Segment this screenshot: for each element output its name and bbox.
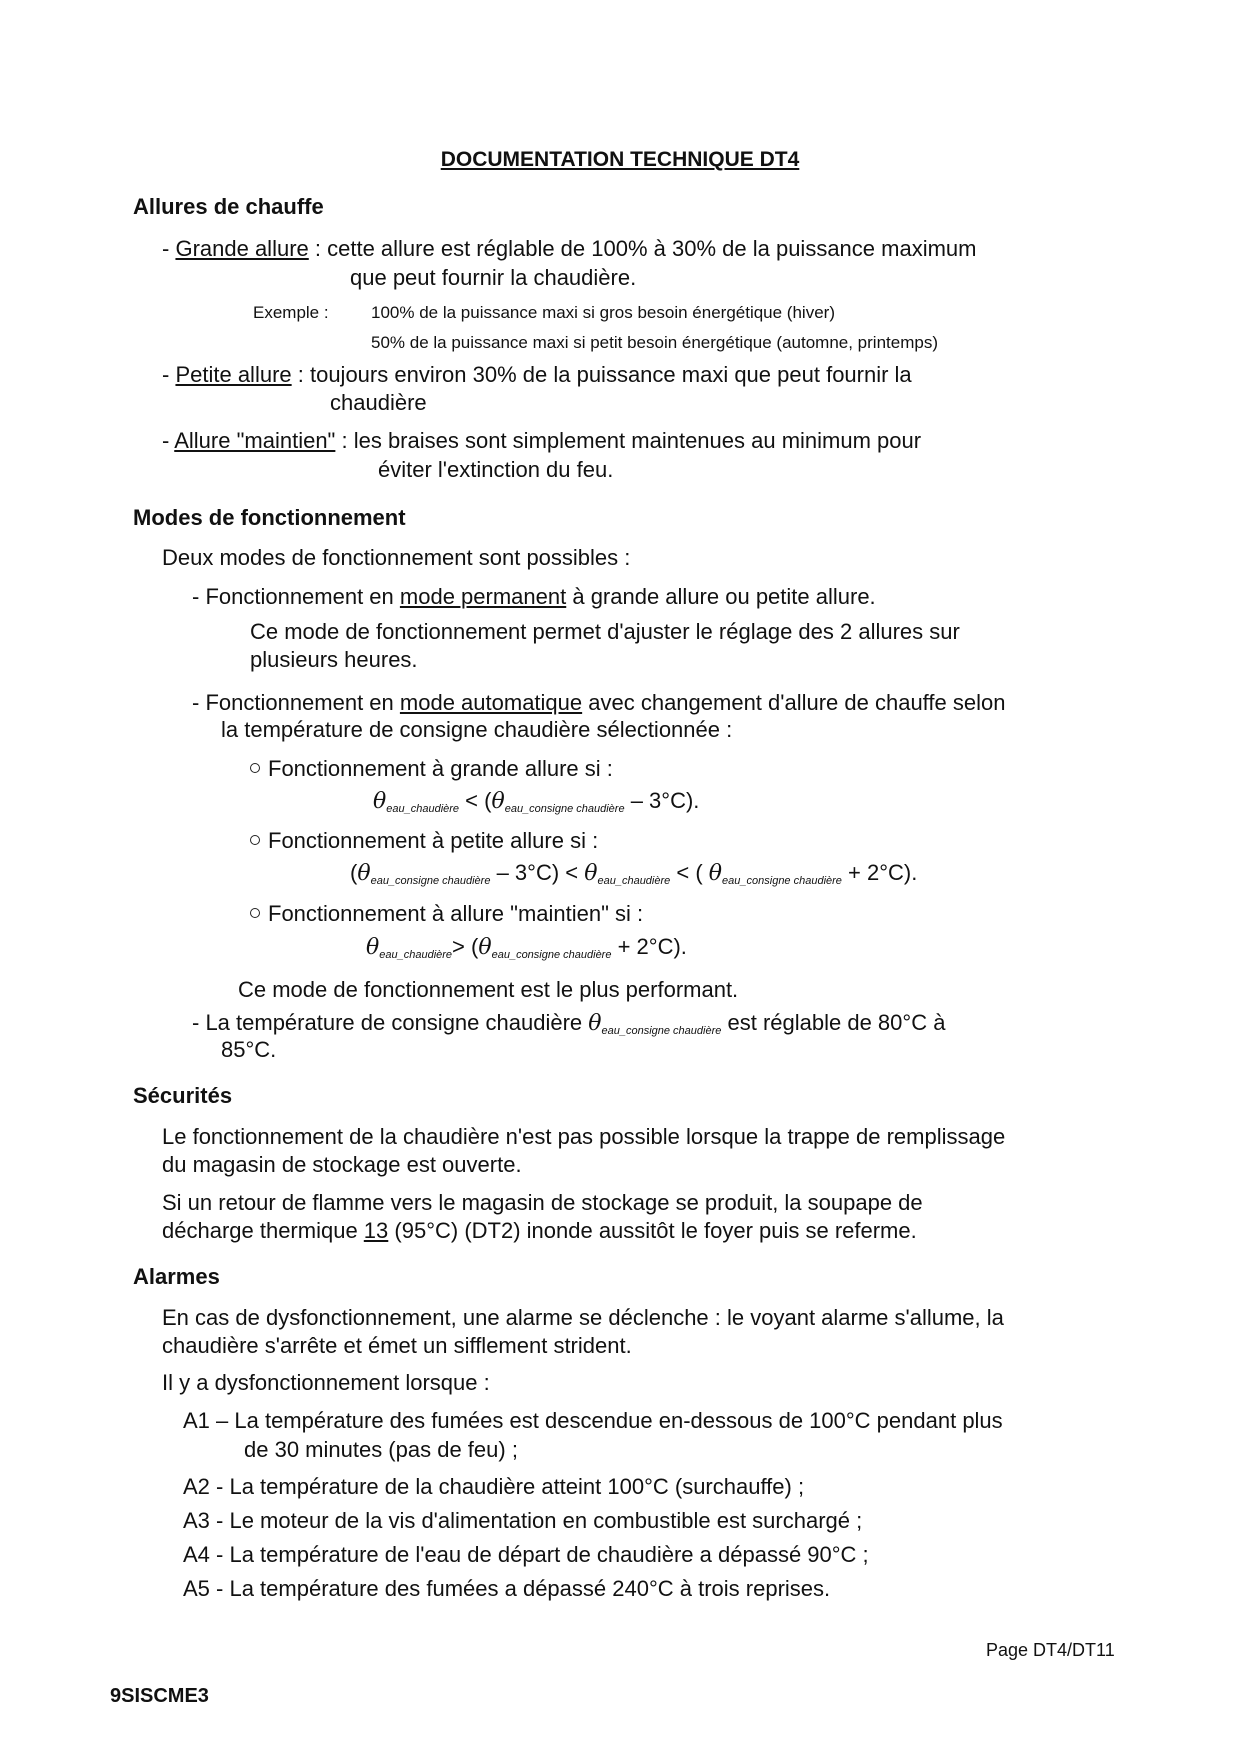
bullet-circle-icon [250,763,260,773]
securites-p2-2: décharge thermique 13 (95°C) (DT2) inonde aussitôt le foyer puis se referme. [162,1218,917,1243]
mode-permanent-desc-2: plusieurs heures. [250,647,418,672]
mode-performant: Ce mode de fonctionnement est le plus performant. [238,977,739,1002]
mode-auto-line: - Fonctionnement en mode automatique avec changement d'allure de chauffe selon [192,690,1006,715]
alarm-a1-line-1: A1 – La température des fumées est descendue en-dessous de 100°C pendant plus [183,1408,1003,1433]
cond-grande: Fonctionnement à grande allure si : [250,756,613,782]
document-code: 9SISCME3 [110,1685,209,1707]
consigne-line: - La température de consigne chaudière $\theta_{eau\_consigne chaudière}$ est réglable de 80°C à [192,1010,946,1037]
heading-modes: Modes de fonctionnement [133,505,406,530]
bullet-circle-icon [250,908,260,918]
alarm-a3: A3 - Le moteur de la vis d'alimentation en combustible est surchargé ; [183,1508,863,1533]
securites-p2-1: Si un retour de flamme vers le magasin de stockage se produit, la soupape de [162,1190,923,1215]
heading-alarmes: Alarmes [133,1264,220,1289]
exemple-label: Exemple : [253,303,329,322]
alarmes-p1-1: En cas de dysfonctionnement, une alarme se déclenche : le voyant alarme s'allume, la [162,1305,1004,1330]
formula-petite: $(\theta_{eau\_consigne chaudière} - 3^\circ C) < \theta_{eau\_chaudière}$ < ( $\theta_{eau\_consigne chaudière} + 2^\circ C$). [350,860,918,887]
grande-allure-line: - Grande allure : cette allure est réglable de 100% à 30% de la puissance maximum [162,236,977,261]
bullet-circle-icon [250,835,260,845]
maintien-line-2: éviter l'extinction du feu. [378,457,614,482]
mode-permanent-desc-1: Ce mode de fonctionnement permet d'ajuster le réglage des 2 allures sur [250,619,960,644]
alarm-a4: A4 - La température de l'eau de départ de chaudière a dépassé 90°C ; [183,1542,869,1567]
formula-grande: $\theta_{eau\_chaudière} < (\theta_{eau\_consigne chaudière} - 3^\circ C)$. [373,788,700,815]
grande-allure-line-2: que peut fournir la chaudière. [350,265,637,290]
cond-petite: Fonctionnement à petite allure si : [250,828,598,854]
grande-allure-label: Grande allure [175,236,309,261]
formula-maintien: $\theta_{eau\_chaudière}> (\theta_{eau\_consigne chaudière} + 2^\circ C)$. [366,934,687,961]
alarm-a5: A5 - La température des fumées a dépassé 240°C à trois reprises. [183,1576,831,1601]
mode-permanent-line: - Fonctionnement en mode permanent à grande allure ou petite allure. [192,584,876,609]
heading-allures: Allures de chauffe [133,194,324,219]
alarm-a2: A2 - La température de la chaudière atteint 100°C (surchauffe) ; [183,1474,805,1499]
alarmes-p2: Il y a dysfonctionnement lorsque : [162,1370,490,1395]
page-title: DOCUMENTATION TECHNIQUE DT4 [440,148,800,171]
consigne-line-2: 85°C. [221,1037,277,1062]
securites-p1-2: du magasin de stockage est ouverte. [162,1152,522,1177]
alarm-a1-line-2: de 30 minutes (pas de feu) ; [244,1437,518,1462]
alarmes-p1-2: chaudière s'arrête et émet un sifflement strident. [162,1333,632,1358]
petite-allure-label: Petite allure [175,362,292,387]
mode-permanent-label: mode permanent [399,584,567,609]
petite-allure-line: - Petite allure : toujours environ 30% de la puissance maxi que peut fournir la [162,362,912,387]
mode-auto-label: mode automatique [399,690,583,715]
securites-p1-1: Le fonctionnement de la chaudière n'est pas possible lorsque la trappe de remplissage [162,1124,1006,1149]
heading-securites: Sécurités [133,1083,233,1108]
exemple-1: 100% de la puissance maxi si gros besoin énergétique (hiver) [371,303,835,322]
mode-auto-line-2: la température de consigne chaudière sélectionnée : [221,717,733,742]
cond-maintien: Fonctionnement à allure "maintien" si : [250,901,643,927]
exemple-2: 50% de la puissance maxi si petit besoin énergétique (automne, printemps) [371,333,938,352]
maintien-label: Allure "maintien" [174,428,336,453]
maintien-line: - Allure "maintien" : les braises sont simplement maintenues au minimum pour [162,428,922,453]
petite-allure-line-2: chaudière [330,390,427,415]
page-number: Page DT4/DT11 [986,1640,1115,1660]
modes-intro: Deux modes de fonctionnement sont possibles : [162,545,631,570]
reference-number: 13 [363,1218,389,1243]
